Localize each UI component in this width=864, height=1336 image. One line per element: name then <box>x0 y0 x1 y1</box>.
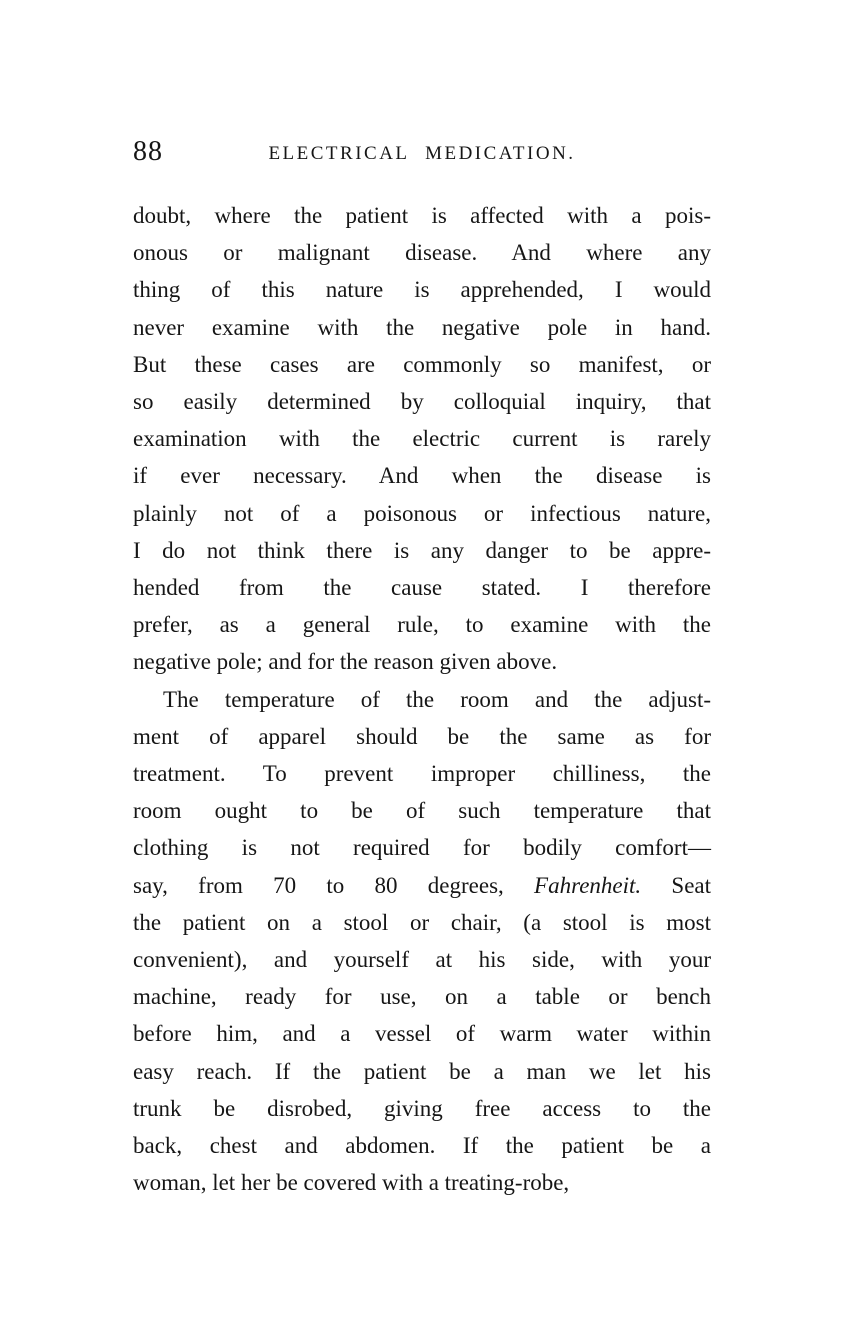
text-line: so easily determined by colloquial inquiry, that <box>133 389 711 415</box>
running-head-title: ELECTRICAL MEDICATION. <box>268 143 576 164</box>
book-page <box>133 136 711 1201</box>
text-line: onous or malignant disease. And where any <box>133 240 711 266</box>
italic-term: Fahrenheit. <box>534 872 642 898</box>
text-line: I do not think there is any danger to be appre- <box>133 537 711 563</box>
text-line: trunk be disrobed, giving free access to the <box>133 1095 711 1121</box>
text-line: treatment. To prevent improper chilliness, the <box>133 761 711 787</box>
running-header <box>133 136 711 172</box>
text-line: hended from the cause stated. I therefore <box>133 575 711 601</box>
text-line: negative pole; and for the reason given above. <box>133 649 558 675</box>
text-line: ment of apparel should be the same as for <box>133 723 711 749</box>
text-line: back, chest and abdomen. If the patient be a <box>133 1133 711 1159</box>
text-line: if ever necessary. And when the disease is <box>133 463 711 489</box>
text-line: easy reach. If the patient be a man we let his <box>133 1058 711 1084</box>
text-line: clothing is not required for bodily comfort— <box>133 835 711 861</box>
text-line: never examine with the negative pole in hand. <box>133 314 711 340</box>
text-line: say, from 70 to 80 degrees, Fahrenheit. Seat <box>133 872 711 898</box>
text-line: examination with the electric current is rarely <box>133 426 711 452</box>
text-line: doubt, where the patient is affected with a pois- <box>133 203 711 228</box>
text-line: thing of this nature is apprehended, I would <box>133 277 711 303</box>
text-line: before him, and a vessel of warm water within <box>133 1021 711 1047</box>
text-line: prefer, as a general rule, to examine with the <box>133 612 711 638</box>
text-line: the patient on a stool or chair, (a stool is most <box>133 909 711 935</box>
text-line: machine, ready for use, on a table or bench <box>133 984 711 1010</box>
text-line: But these cases are commonly so manifest, or <box>133 351 711 377</box>
text-line: convenient), and yourself at his side, with your <box>133 947 711 973</box>
text-line: The temperature of the room and the adjust- <box>163 686 711 712</box>
text-line: woman, let her be covered with a treating-robe, <box>133 1170 570 1196</box>
text-line: room ought to be of such temperature that <box>133 798 711 824</box>
page-number: 88 <box>133 136 163 167</box>
page-text-block <box>133 197 711 1201</box>
text-line: plainly not of a poisonous or infectious nature, <box>133 500 711 526</box>
